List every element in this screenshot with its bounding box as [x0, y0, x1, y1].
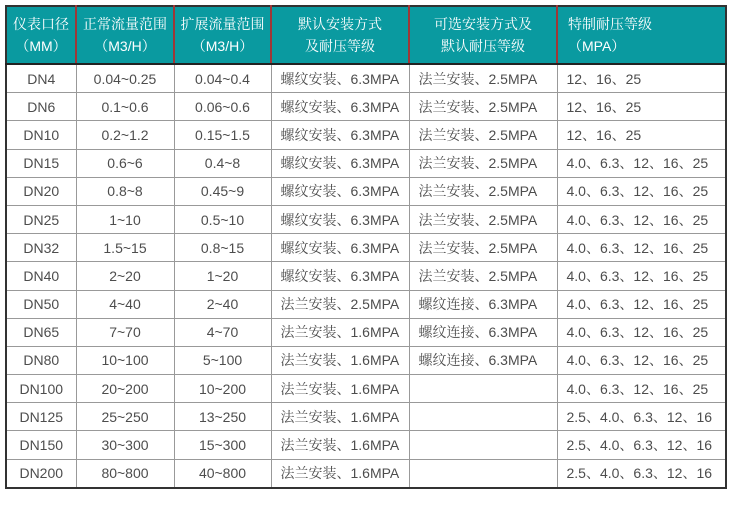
cell-diameter: DN25 — [6, 205, 76, 233]
table-row — [6, 375, 726, 403]
cell-optional-install — [409, 459, 557, 488]
table-row — [6, 403, 726, 431]
cell-special-pressure: 12、16、25 — [557, 121, 726, 149]
cell-optional-install: 法兰安装、2.5MPA — [409, 177, 557, 205]
cell-diameter: DN10 — [6, 121, 76, 149]
header-line: 正常流量范围 — [83, 15, 167, 32]
cell-diameter: DN15 — [6, 149, 76, 177]
cell-special-pressure: 2.5、4.0、6.3、12、16 — [557, 431, 726, 459]
cell-default-install: 螺纹安装、6.3MPA — [271, 93, 409, 121]
table-row — [6, 346, 726, 374]
cell-normal-range: 0.6~6 — [76, 149, 174, 177]
cell-special-pressure: 4.0、6.3、12、16、25 — [557, 375, 726, 403]
cell-extended-range: 0.8~15 — [174, 234, 271, 262]
cell-diameter: DN125 — [6, 403, 76, 431]
table-body — [6, 64, 726, 488]
cell-optional-install: 螺纹连接、6.3MPA — [409, 290, 557, 318]
cell-optional-install: 法兰安装、2.5MPA — [409, 149, 557, 177]
cell-special-pressure: 2.5、4.0、6.3、12、16 — [557, 459, 726, 488]
table-row — [6, 121, 726, 149]
cell-special-pressure: 4.0、6.3、12、16、25 — [557, 177, 726, 205]
cell-extended-range: 0.5~10 — [174, 205, 271, 233]
cell-default-install: 螺纹安装、6.3MPA — [271, 177, 409, 205]
table-row — [6, 149, 726, 177]
cell-extended-range: 2~40 — [174, 290, 271, 318]
cell-default-install: 法兰安装、1.6MPA — [271, 346, 409, 374]
cell-special-pressure: 4.0、6.3、12、16、25 — [557, 149, 726, 177]
cell-default-install: 法兰安装、2.5MPA — [271, 290, 409, 318]
cell-diameter: DN150 — [6, 431, 76, 459]
cell-diameter: DN20 — [6, 177, 76, 205]
cell-normal-range: 30~300 — [76, 431, 174, 459]
cell-extended-range: 0.04~0.4 — [174, 64, 271, 93]
cell-diameter: DN65 — [6, 318, 76, 346]
cell-default-install: 螺纹安装、6.3MPA — [271, 149, 409, 177]
cell-diameter: DN200 — [6, 459, 76, 488]
header-line: （MPA） — [568, 38, 626, 54]
cell-normal-range: 1.5~15 — [76, 234, 174, 262]
cell-normal-range: 7~70 — [76, 318, 174, 346]
col-header-default-install — [271, 6, 409, 64]
cell-special-pressure: 4.0、6.3、12、16、25 — [557, 290, 726, 318]
cell-diameter: DN32 — [6, 234, 76, 262]
header-line: 扩展流量范围 — [180, 15, 265, 32]
cell-optional-install: 法兰安装、2.5MPA — [409, 234, 557, 262]
col-header-normal-range — [76, 6, 174, 64]
cell-diameter: DN50 — [6, 290, 76, 318]
header-line: 仪表口径 — [13, 15, 69, 32]
cell-normal-range: 4~40 — [76, 290, 174, 318]
header-row — [6, 6, 726, 64]
cell-optional-install — [409, 403, 557, 431]
cell-optional-install: 法兰安装、2.5MPA — [409, 205, 557, 233]
cell-extended-range: 5~100 — [174, 346, 271, 374]
cell-extended-range: 0.45~9 — [174, 177, 271, 205]
col-header-diameter — [6, 6, 76, 64]
cell-optional-install — [409, 431, 557, 459]
cell-optional-install: 螺纹连接、6.3MPA — [409, 346, 557, 374]
cell-extended-range: 40~800 — [174, 459, 271, 488]
cell-diameter: DN100 — [6, 375, 76, 403]
cell-extended-range: 4~70 — [174, 318, 271, 346]
header-line: 及耐压等级 — [305, 38, 375, 54]
table-header — [6, 6, 726, 64]
cell-special-pressure: 12、16、25 — [557, 64, 726, 93]
cell-optional-install: 法兰安装、2.5MPA — [409, 262, 557, 290]
header-line: 默认耐压等级 — [441, 38, 525, 54]
cell-default-install: 螺纹安装、6.3MPA — [271, 234, 409, 262]
header-line: 可选安装方式及 — [434, 15, 532, 32]
cell-special-pressure: 4.0、6.3、12、16、25 — [557, 318, 726, 346]
cell-normal-range: 0.1~0.6 — [76, 93, 174, 121]
cell-special-pressure: 12、16、25 — [557, 93, 726, 121]
table-row — [6, 459, 726, 488]
cell-diameter: DN40 — [6, 262, 76, 290]
cell-extended-range: 13~250 — [174, 403, 271, 431]
cell-special-pressure: 4.0、6.3、12、16、25 — [557, 346, 726, 374]
cell-normal-range: 80~800 — [76, 459, 174, 488]
cell-default-install: 法兰安装、1.6MPA — [271, 375, 409, 403]
cell-normal-range: 0.04~0.25 — [76, 64, 174, 93]
table-row — [6, 431, 726, 459]
flow-meter-spec-table — [5, 5, 727, 489]
table-row — [6, 177, 726, 205]
table-row — [6, 234, 726, 262]
cell-extended-range: 0.06~0.6 — [174, 93, 271, 121]
cell-extended-range: 0.4~8 — [174, 149, 271, 177]
table-row — [6, 290, 726, 318]
cell-default-install: 法兰安装、1.6MPA — [271, 403, 409, 431]
cell-diameter: DN80 — [6, 346, 76, 374]
cell-extended-range: 1~20 — [174, 262, 271, 290]
cell-normal-range: 10~100 — [76, 346, 174, 374]
table-row — [6, 318, 726, 346]
col-header-optional-install — [409, 6, 557, 64]
cell-extended-range: 15~300 — [174, 431, 271, 459]
table-row — [6, 262, 726, 290]
cell-special-pressure: 4.0、6.3、12、16、25 — [557, 262, 726, 290]
cell-normal-range: 2~20 — [76, 262, 174, 290]
col-header-extended-range — [174, 6, 271, 64]
cell-normal-range: 1~10 — [76, 205, 174, 233]
cell-default-install: 法兰安装、1.6MPA — [271, 318, 409, 346]
col-header-special-pressure — [557, 6, 726, 64]
cell-default-install: 法兰安装、1.6MPA — [271, 431, 409, 459]
cell-default-install: 螺纹安装、6.3MPA — [271, 205, 409, 233]
cell-optional-install: 法兰安装、2.5MPA — [409, 64, 557, 93]
cell-default-install: 螺纹安装、6.3MPA — [271, 262, 409, 290]
header-line: （MM） — [15, 38, 67, 54]
cell-extended-range: 10~200 — [174, 375, 271, 403]
table-row — [6, 205, 726, 233]
table-row — [6, 64, 726, 93]
cell-default-install: 螺纹安装、6.3MPA — [271, 64, 409, 93]
header-line: 特制耐压等级 — [568, 15, 652, 32]
cell-extended-range: 0.15~1.5 — [174, 121, 271, 149]
cell-default-install: 螺纹安装、6.3MPA — [271, 121, 409, 149]
cell-optional-install — [409, 375, 557, 403]
cell-normal-range: 0.8~8 — [76, 177, 174, 205]
cell-diameter: DN6 — [6, 93, 76, 121]
header-line: 默认安装方式 — [298, 15, 382, 32]
cell-special-pressure: 2.5、4.0、6.3、12、16 — [557, 403, 726, 431]
header-line: （M3/H） — [94, 38, 156, 54]
cell-default-install: 法兰安装、1.6MPA — [271, 459, 409, 488]
header-line: （M3/H） — [191, 38, 254, 54]
table-row — [6, 93, 726, 121]
cell-normal-range: 25~250 — [76, 403, 174, 431]
cell-normal-range: 0.2~1.2 — [76, 121, 174, 149]
cell-normal-range: 20~200 — [76, 375, 174, 403]
cell-special-pressure: 4.0、6.3、12、16、25 — [557, 205, 726, 233]
cell-optional-install: 法兰安装、2.5MPA — [409, 93, 557, 121]
cell-optional-install: 法兰安装、2.5MPA — [409, 121, 557, 149]
cell-optional-install: 螺纹连接、6.3MPA — [409, 318, 557, 346]
cell-diameter: DN4 — [6, 64, 76, 93]
cell-special-pressure: 4.0、6.3、12、16、25 — [557, 234, 726, 262]
